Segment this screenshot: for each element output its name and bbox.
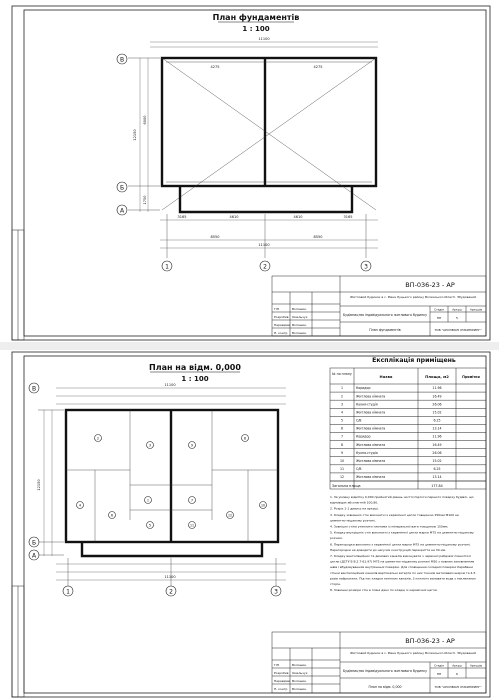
- note-6: 6. Перегородки виконати з керамічної цегли марки М75 на цементно-піщаному розчині. Перегородки не доводити до несучих конструкцій перекриття на 30 мм.: [330, 542, 471, 552]
- sheet1-axis-v: [117, 54, 127, 64]
- svg-text:5: 5: [456, 316, 458, 320]
- svg-text:8: 8: [243, 436, 247, 441]
- sheet1-dim-inner-left: 4275: [210, 65, 220, 69]
- explication-cell: 6: [340, 426, 344, 431]
- explication-title: Експлікація приміщень: [372, 357, 456, 364]
- sheet1-axis-2: [260, 261, 270, 271]
- note-8: 8. Зовнішні розміри стін в плані дано по кладці із керамічної цегли.: [330, 588, 438, 593]
- sheet1-dim-bottom-left: 8550: [210, 235, 220, 239]
- explication-total-value: 177.84: [431, 484, 443, 488]
- svg-text:4: 4: [78, 503, 82, 508]
- note-4: 4. Зовнішні стіни утеплити плитами із мінеральної вати товщиною 150мм.: [330, 524, 449, 529]
- svg-text:Н. контр: Н. контр: [274, 687, 288, 691]
- sheet1-title-block: [272, 276, 486, 336]
- explication-header-area: Площа, м2: [425, 374, 449, 379]
- svg-text:5: 5: [148, 523, 152, 528]
- svg-text:1: 1: [66, 588, 70, 596]
- room-number-3: [147, 442, 154, 449]
- svg-text:Н. контр: Н. контр: [274, 331, 288, 335]
- explication-cell: Житлова кімната: [356, 475, 386, 480]
- svg-text:Волошин: Волошин: [292, 331, 307, 335]
- note-3: 3. Кладку зовнішніх стін виконати із керамічної цегли товщиною 250мм М100 на цементно-піщаному розчині.: [330, 512, 459, 523]
- sheet1-company: ТОВ "АРХІЗВОЛІ ІНЖИНІРИНГ": [434, 328, 482, 332]
- room-number-5: [147, 522, 154, 529]
- sheet1-dim-left-bottom: 1750: [143, 195, 147, 205]
- explication-cell: 15.02: [432, 410, 442, 415]
- explication-cell: 10: [339, 458, 345, 463]
- svg-text:Стадія: Стадія: [434, 307, 444, 312]
- svg-text:Аркуш: Аркуш: [452, 307, 462, 312]
- sheet1-dim-inner-right: 4275: [313, 65, 323, 69]
- explication-cell: С/В: [356, 467, 362, 472]
- sheet1-dim-left-mid: 6000: [143, 115, 147, 125]
- svg-text:А: А: [31, 552, 37, 560]
- note-5: 5. Кладку внутрішніх стін виконати із керамічної цегли марки М75 на цементно-піщаному розчині.: [330, 530, 474, 541]
- sheet1-dim-seg-c: 4610: [293, 215, 303, 219]
- sheet2-dim-bottom: 11100: [164, 575, 176, 579]
- explication-cell: 11: [339, 467, 345, 472]
- explication-header-no: № по плану: [332, 372, 352, 376]
- note-2: 2. Розріз 1-1 дивись на аркуші.: [330, 506, 379, 511]
- svg-text:Волошин: Волошин: [292, 323, 307, 327]
- svg-text:1: 1: [165, 263, 169, 271]
- svg-text:Аркуш: Аркуш: [452, 663, 462, 668]
- room-number-4: [77, 502, 84, 509]
- sheet2-object: Будівництво індивідуального житлового будинку: [343, 669, 427, 673]
- explication-cell: 12: [339, 475, 345, 480]
- explication-cell: Коридор: [356, 434, 371, 439]
- svg-text:2: 2: [169, 588, 173, 596]
- svg-text:В: В: [119, 56, 125, 64]
- sheet1-dim-left: 12150: [133, 129, 137, 141]
- sheet2-company: ТОВ "АРХІЗВОЛІ ІНЖИНІРИНГ": [434, 685, 482, 689]
- sheet1-sheetname: План фундаментів: [369, 328, 401, 332]
- svg-text:Б: Б: [31, 539, 37, 547]
- explication-cell: 16.49: [432, 394, 442, 399]
- explication-cell: 1: [340, 386, 344, 391]
- room-number-10: [260, 502, 267, 509]
- svg-text:Перевірив: Перевірив: [274, 323, 291, 327]
- sheet1-object: Будівництво індивідуального житлового будинку: [343, 313, 427, 317]
- explication-cell: 26.06: [432, 402, 442, 407]
- explication-cell: Кухня-студія: [356, 402, 378, 407]
- svg-text:Розробив: Розробив: [274, 671, 289, 675]
- svg-text:ГІП: ГІП: [274, 663, 279, 667]
- sheet2-axis-a: [29, 550, 39, 560]
- sheet2-dim-top: 11100: [164, 383, 176, 387]
- sheet1-project: Житловий будинок в с. Рівне Луцького району Волинської області. Збудований: [349, 295, 477, 299]
- svg-text:Волошин: Волошин: [292, 307, 307, 311]
- sheet2-title-block: [272, 632, 486, 693]
- svg-text:Волошин: Волошин: [292, 687, 307, 691]
- sheet2-sheetname: План на відм. 0,000: [368, 685, 402, 689]
- explication-cell: 3: [340, 402, 344, 407]
- general-notes: [330, 495, 476, 592]
- explication-cell: 6.25: [433, 467, 441, 472]
- svg-text:ПП: ПП: [436, 672, 442, 676]
- sheet2-title: План на відм. 0,000: [149, 363, 241, 372]
- room-number-2: [95, 435, 102, 442]
- sheet1-dim-top: 11100: [258, 37, 270, 41]
- svg-text:Омельчук: Омельчук: [292, 315, 308, 319]
- sheet2-axis-b: [29, 537, 39, 547]
- explication-cell: 13.14: [432, 475, 442, 480]
- explication-cell: 11.96: [432, 386, 442, 391]
- explication-cell: 4: [340, 410, 344, 415]
- explication-cell: Житлова кімната: [356, 394, 386, 399]
- svg-text:6: 6: [456, 672, 458, 676]
- explication-cell: Коридор: [356, 386, 371, 391]
- explication-cell: 9: [340, 450, 344, 455]
- drawing-sheet-floor-plan: [0, 350, 499, 699]
- room-number-6: [109, 512, 116, 519]
- svg-text:11: 11: [189, 523, 195, 528]
- room-number-7: [189, 497, 196, 504]
- sheet1-dim-bottom-total: 11100: [258, 243, 270, 247]
- drawing-sheet-foundation: [0, 0, 499, 342]
- explication-cell: 6.25: [433, 418, 441, 423]
- sheet1-axis-b: [117, 182, 127, 192]
- explication-cell: 11.96: [432, 434, 442, 439]
- explication-cell: 7: [340, 434, 344, 439]
- sheet1-title: План фундаментів: [212, 13, 300, 22]
- svg-text:Аркушів: Аркушів: [469, 663, 483, 668]
- svg-text:9: 9: [190, 443, 194, 448]
- sheet1-dim-seg-a: 3165: [177, 215, 187, 219]
- sheet2-project: Житловий будинок в с. Рівне Луцького району Волинської області. Збудований: [349, 651, 477, 655]
- sheet2-scale: 1 : 100: [181, 375, 209, 383]
- svg-text:Стадія: Стадія: [434, 663, 444, 668]
- sheet2-axis-3: [271, 586, 281, 596]
- svg-text:Волошин: Волошин: [292, 679, 307, 683]
- explication-total-label: Загальна площа: [332, 484, 361, 488]
- svg-text:3: 3: [364, 263, 368, 271]
- svg-text:Б: Б: [119, 184, 125, 192]
- svg-text:6: 6: [110, 513, 114, 518]
- sheet2-axis-2: [166, 586, 176, 596]
- note-1: 1. За умовну відмітку 0,000 прийнятий рівень чистої підлоги першого поверху будівлі, що відповідає абсолютній 100,80.: [330, 495, 474, 505]
- svg-text:А: А: [119, 207, 125, 215]
- svg-text:Розробив: Розробив: [274, 315, 289, 319]
- svg-text:12: 12: [227, 513, 233, 518]
- explication-header-name: Назва: [379, 374, 393, 379]
- svg-text:1: 1: [146, 498, 150, 503]
- sheet1-axis-1: [162, 261, 172, 271]
- floor-plan-svg: [0, 350, 499, 699]
- room-number-11: [189, 522, 196, 529]
- sheet1-dim-bottom-right: 8550: [313, 235, 323, 239]
- explication-cell: 8: [340, 442, 344, 447]
- svg-text:3: 3: [148, 443, 152, 448]
- room-number-12: [227, 512, 234, 519]
- svg-text:Волошин: Волошин: [292, 663, 307, 667]
- sheet1-axis-a: [117, 205, 127, 215]
- svg-text:Омельчук: Омельчук: [292, 671, 308, 675]
- explication-cell: С/В: [356, 418, 362, 423]
- svg-text:В: В: [31, 385, 37, 393]
- explication-cell: Житлова кімната: [356, 426, 386, 431]
- sheet1-scale: 1 : 100: [242, 25, 270, 33]
- sheet1-axis-3: [361, 261, 371, 271]
- svg-text:Аркушів: Аркушів: [469, 307, 483, 312]
- sheet1-dim-seg-d: 3165: [343, 215, 353, 219]
- room-number-1: [145, 497, 152, 504]
- explication-cell: 15.02: [432, 458, 442, 463]
- foundation-plan-svg: [0, 0, 499, 342]
- sheet2-code: ВП-036-23 - АР: [405, 637, 455, 645]
- svg-text:3: 3: [274, 588, 278, 596]
- explication-cell: 13.14: [432, 426, 442, 431]
- svg-text:Перевірив: Перевірив: [274, 679, 291, 683]
- sheet2-axis-v: [29, 383, 39, 393]
- explication-table: [330, 356, 486, 489]
- svg-text:10: 10: [260, 503, 266, 508]
- explication-cell: Житлова кімната: [356, 458, 386, 463]
- foundation-outline: [162, 58, 376, 186]
- sheet2-axis-1: [63, 586, 73, 596]
- room-number-9: [189, 442, 196, 449]
- explication-cell: 5: [340, 418, 344, 423]
- explication-header-notes: Примітки: [462, 375, 480, 379]
- explication-cell: Житлова кімната: [356, 410, 386, 415]
- explication-cell: Кухня-студія: [356, 450, 378, 455]
- sheet1-frame: [12, 6, 490, 340]
- explication-cell: Житлова кімната: [356, 442, 386, 447]
- explication-cell: 26.06: [432, 450, 442, 455]
- room-number-8: [242, 435, 249, 442]
- svg-text:ГІП: ГІП: [274, 307, 279, 311]
- svg-text:ПП: ПП: [436, 316, 442, 320]
- note-7: 7. Кладку вентиляційних та димових каналів виконувати з червоної ребдової повнотілої цегли (ДСТУ Б В.2.7-61:97) М75 на цементно-піщаному розчині М50 з повним заповненням швів і вбудовуванням внутрішньої поверхні. Для сповіщення складної поверхні барабанні стінки вентиляційних каналів вертикальні затерти по них тонким металевим шаром та 4-5 разів набризкати. Під час кладки нагінних каналів, 3 кожного виливати вода з наклепаних сторін.: [330, 554, 476, 586]
- svg-text:2: 2: [263, 263, 267, 271]
- svg-text:7: 7: [190, 498, 194, 503]
- sheet-separator: [0, 342, 499, 350]
- sheet1-dim-seg-b: 4610: [229, 215, 239, 219]
- explication-cell: 16.49: [432, 442, 442, 447]
- svg-text:2: 2: [96, 436, 100, 441]
- sheet1-code: ВП-036-23 - АР: [405, 281, 455, 289]
- explication-cell: 2: [340, 394, 344, 399]
- sheet2-dim-left: 12150: [37, 479, 41, 491]
